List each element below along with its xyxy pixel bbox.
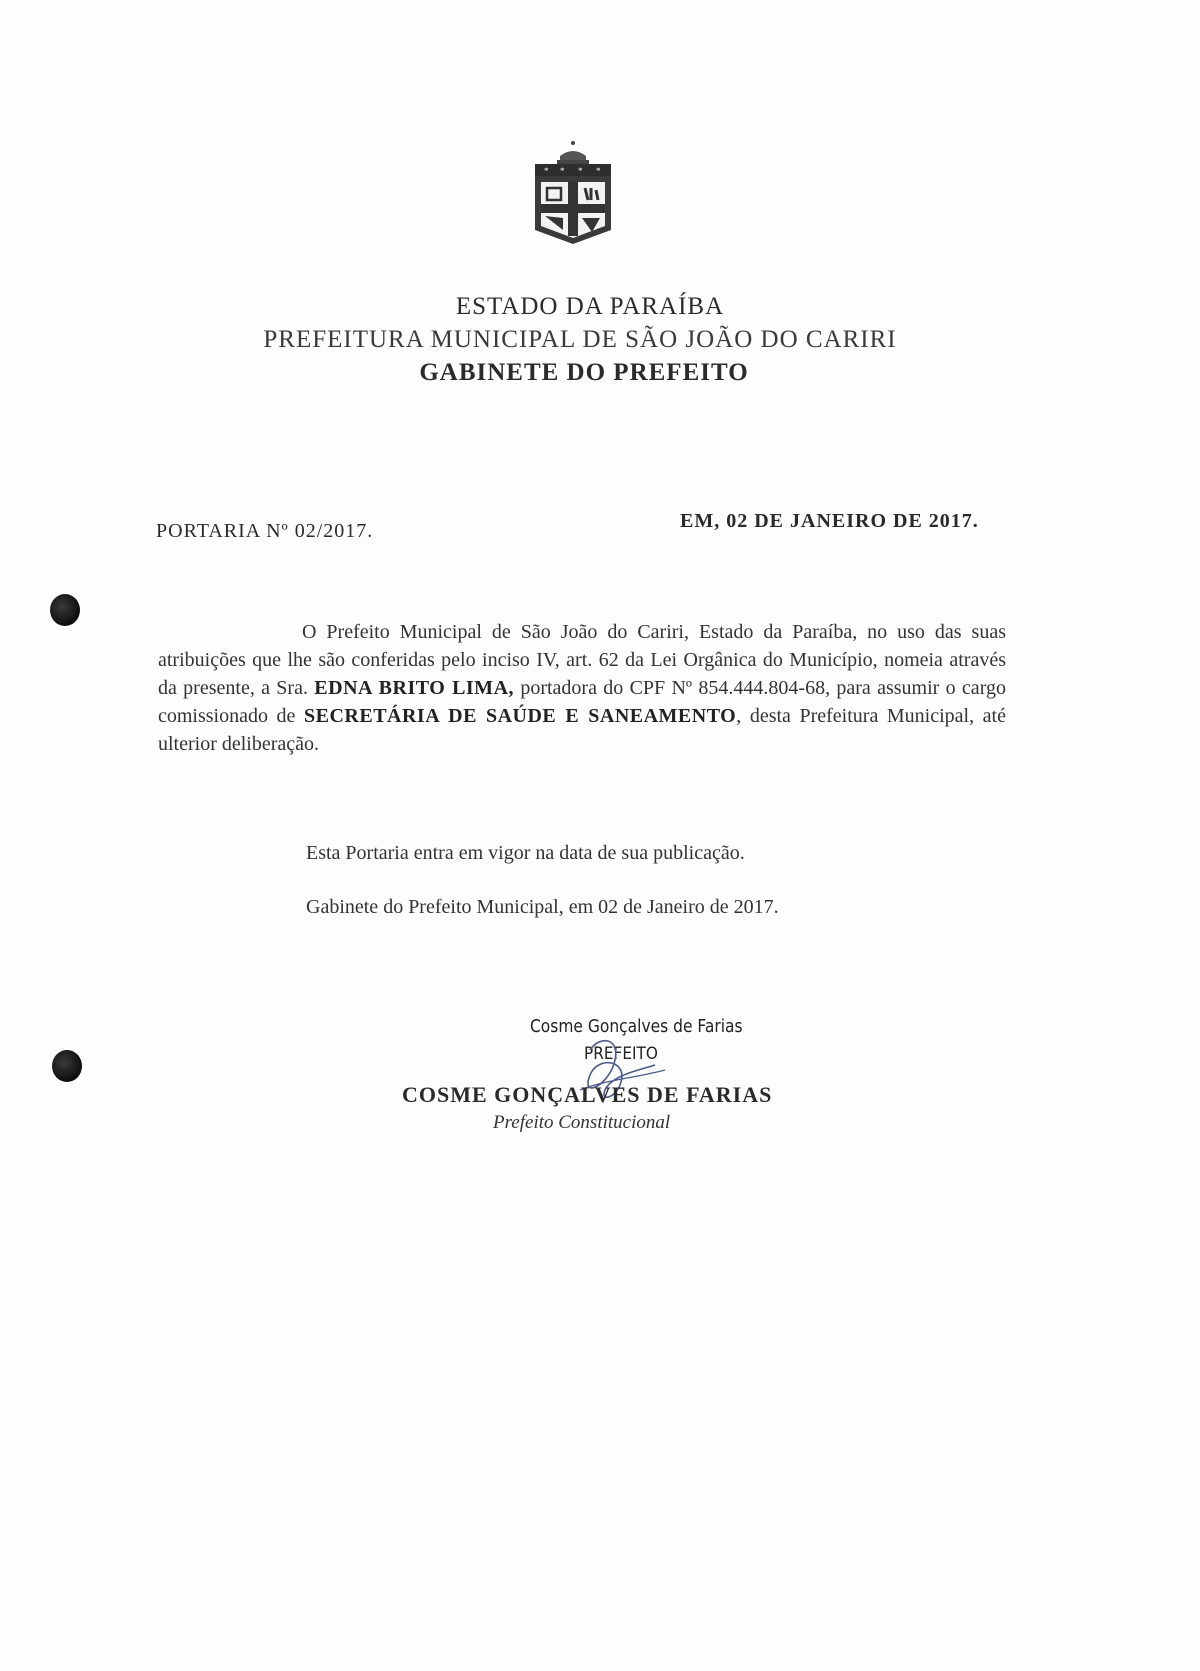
body-part-1: O Prefeito Municipal de São João do Cariri, Estado da Paraíba, no uso das suas atribuições que lhe são conferidas pelo inciso IV, art. 62 da Lei Orgânica do Município, nomeia através da presente, a Sra. <box>158 621 1006 699</box>
document-date: EM, 02 DE JANEIRO DE 2017. <box>680 510 979 532</box>
svg-text:*: * <box>596 166 601 176</box>
portaria-number: PORTARIA Nº 02/2017. <box>156 520 374 542</box>
gabinete-name: GABINETE DO PREFEITO <box>419 359 749 386</box>
signature-stamp-role: PREFEITO <box>584 1044 658 1064</box>
punch-hole-top <box>50 594 80 626</box>
svg-text:*: * <box>544 166 549 176</box>
nominee-name: EDNA BRITO LIMA, <box>314 677 515 699</box>
mayor-title: Prefeito Constitucional <box>493 1112 671 1133</box>
body-part-3: , desta Prefeitura Municipal, até ulterior deliberação. <box>158 705 1006 755</box>
punch-hole-bottom <box>52 1050 82 1082</box>
nomination-paragraph <box>158 618 1006 758</box>
signature-stamp-name: Cosme Gonçalves de Farias <box>530 1016 743 1037</box>
mayor-name: COSME GONÇALVES DE FARIAS <box>402 1082 773 1107</box>
prefeitura-name: PREFEITURA MUNICIPAL DE SÃO JOÃO DO CARIRI <box>263 326 897 353</box>
position-title: SECRETÁRIA DE SAÚDE E SANEAMENTO <box>304 705 737 727</box>
state-name: ESTADO DA PARAÍBA <box>455 293 725 320</box>
gabinete-paragraph: Gabinete do Prefeito Municipal, em 02 de Janeiro de 2017. <box>306 896 779 918</box>
svg-text:*: * <box>560 166 565 176</box>
body-part-2: portadora do CPF Nº 854.444.804-68, para assumir o cargo comissionado de <box>158 677 1006 727</box>
letterhead <box>0 290 1160 389</box>
municipal-crest-icon <box>530 138 616 250</box>
svg-text:*: * <box>578 166 583 176</box>
vigor-paragraph: Esta Portaria entra em vigor na data de sua publicação. <box>306 842 745 864</box>
